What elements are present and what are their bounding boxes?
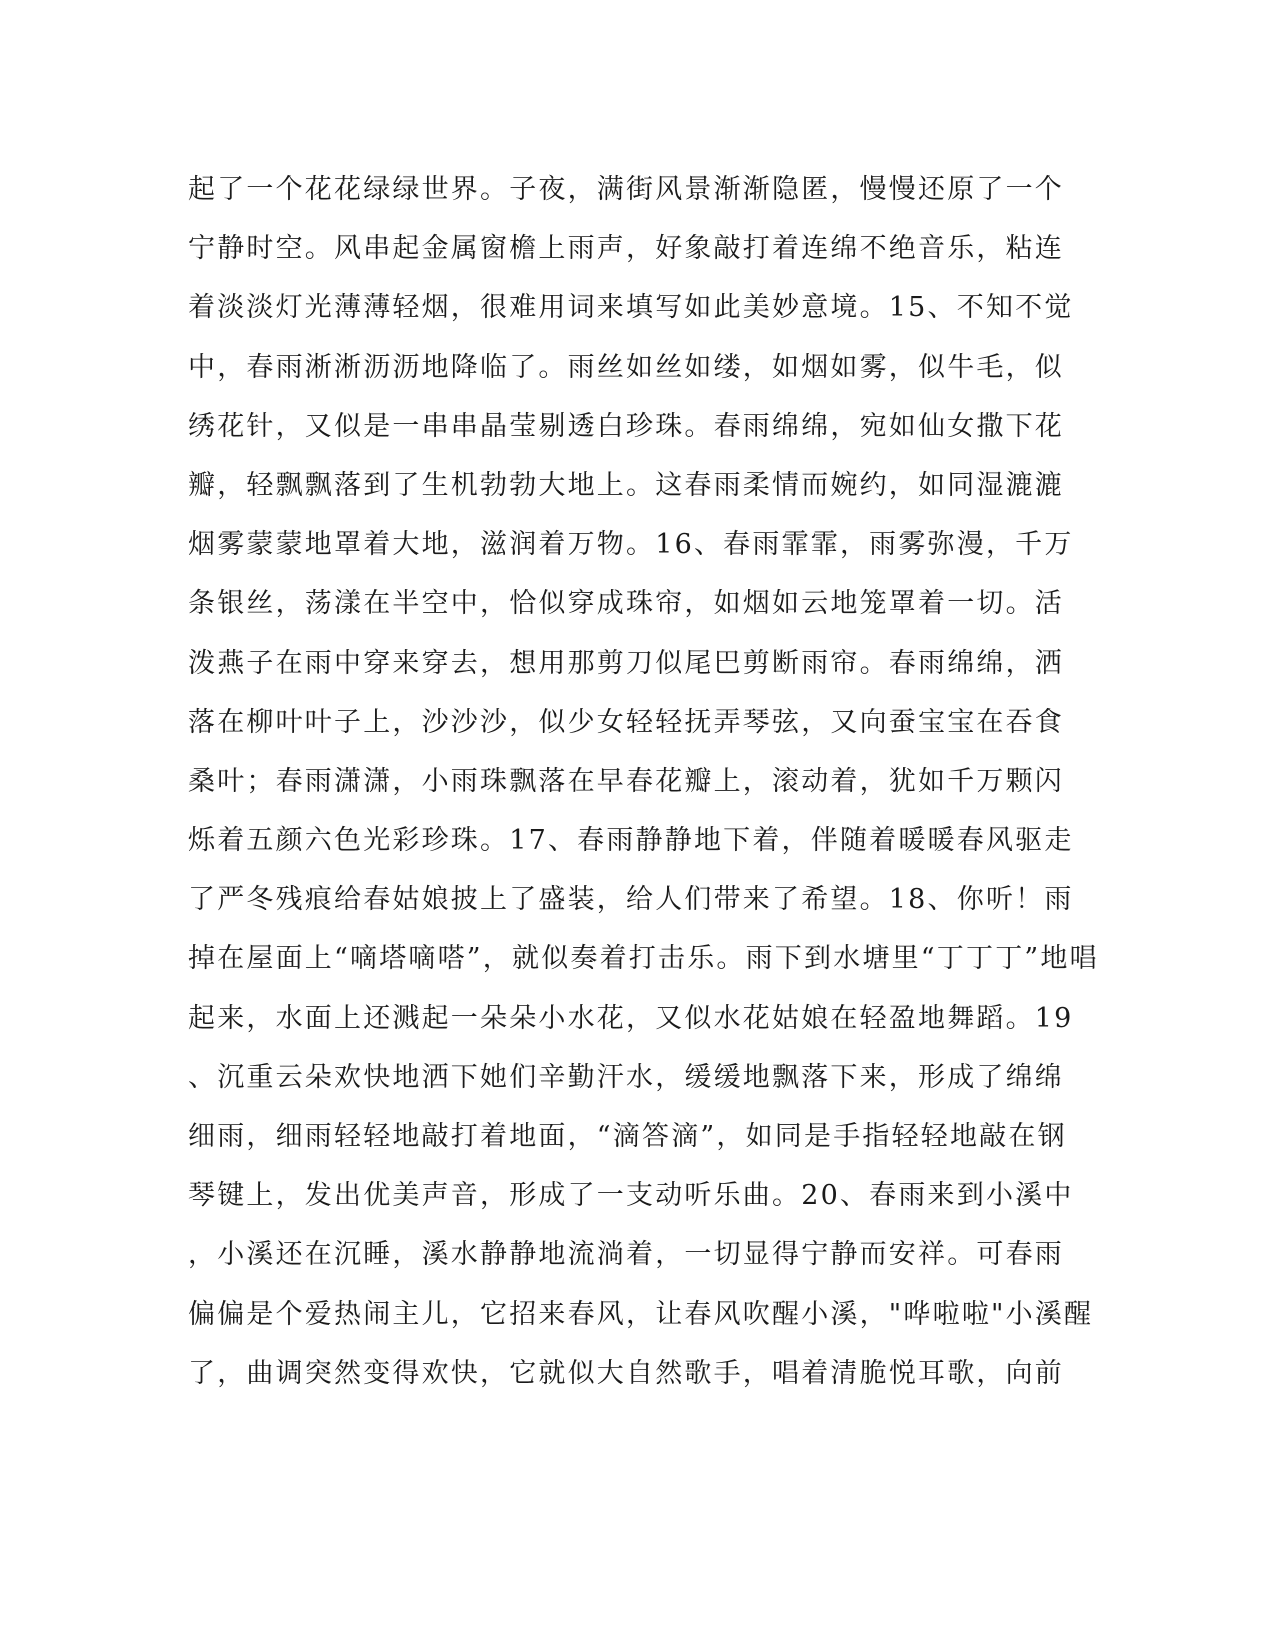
text-line: 宁静时空。风串起金属窗檐上雨声，好象敲打着连绵不绝音乐，粘连	[188, 233, 1064, 265]
text-line: 烁着五颜六色光彩珍珠。17、春雨静静地下着，伴随着暖暖春风驱走	[188, 825, 1074, 857]
body-text	[188, 160, 1099, 1403]
text-line: 落在柳叶叶子上，沙沙沙，似少女轻轻抚弄琴弦，又向蚕宝宝在吞食	[188, 706, 1064, 738]
text-line: 桑叶；春雨潇潇，小雨珠飘落在早春花瓣上，滚动着，犹如千万颗闪	[188, 765, 1064, 797]
text-line: 起来，水面上还溅起一朵朵小水花，又似水花姑娘在轻盈地舞蹈。19	[188, 1002, 1074, 1034]
text-line: 烟雾蒙蒙地罩着大地，滋润着万物。16、春雨霏霏，雨雾弥漫，千万	[188, 529, 1074, 561]
text-line: 绣花针，又似是一串串晶莹剔透白珍珠。春雨绵绵，宛如仙女撒下花	[188, 410, 1064, 442]
text-line: 起了一个花花绿绿世界。子夜，满街风景渐渐隐匿，慢慢还原了一个	[188, 174, 1064, 205]
text-line: 中，春雨淅淅沥沥地降临了。雨丝如丝如缕，如烟如雾，似牛毛，似	[188, 351, 1064, 383]
text-line: 、沉重云朵欢快地洒下她们辛勤汗水，缓缓地飘落下来，形成了绵绵	[188, 1061, 1064, 1093]
text-line: 瓣，轻飘飘落到了生机勃勃大地上。这春雨柔情而婉约，如同湿漉漉	[188, 469, 1064, 501]
text-line: 琴键上，发出优美声音，形成了一支动听乐曲。20、春雨来到小溪中	[188, 1180, 1074, 1212]
text-line: 了严冬残痕给春姑娘披上了盛装，给人们带来了希望。18、你听！雨	[188, 884, 1074, 916]
text-line: 条银丝，荡漾在半空中，恰似穿成珠帘，如烟如云地笼罩着一切。活	[188, 588, 1064, 620]
text-line: ，小溪还在沉睡，溪水静静地流淌着，一切显得宁静而安祥。可春雨	[188, 1239, 1064, 1271]
text-line: 着淡淡灯光薄薄轻烟，很难用词来填写如此美妙意境。15、不知不觉	[188, 292, 1074, 324]
text-line: 泼燕子在雨中穿来穿去，想用那剪刀似尾巴剪断雨帘。春雨绵绵，洒	[188, 647, 1064, 679]
text-line: 细雨，细雨轻轻地敲打着地面，“滴答滴”，如同是手指轻轻地敲在钢	[188, 1121, 1067, 1152]
text-line: 掉在屋面上“嘀塔嘀嗒”，就似奏着打击乐。雨下到水塘里“丁丁丁”地唱	[188, 943, 1099, 975]
text-line: 偏偏是个爱热闹主儿，它招来春风，让春风吹醒小溪，"哗啦啦"小溪醒	[188, 1298, 1094, 1330]
text-line: 了，曲调突然变得欢快，它就似大自然歌手，唱着清脆悦耳歌，向前	[188, 1357, 1064, 1389]
